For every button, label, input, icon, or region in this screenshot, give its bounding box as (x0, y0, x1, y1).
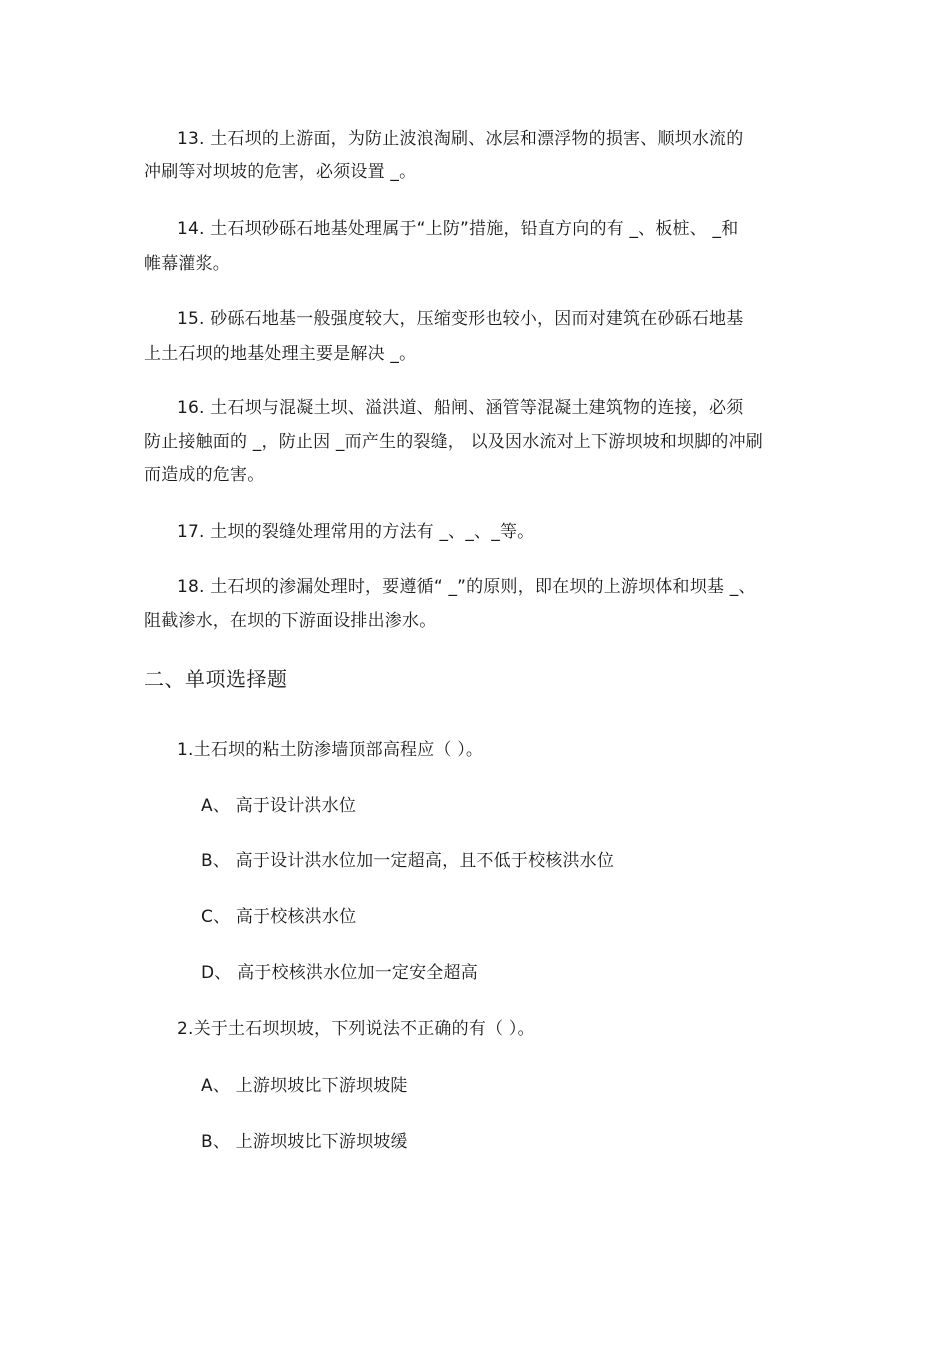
q15-line2: 上土石坝的地基处理主要是解决 _。 (144, 344, 417, 364)
q15-line1: 15. 砂砾石地基一般强度较大，压缩变形也较小，因而对建筑在砂砾石地基 (177, 309, 744, 329)
choice-q2-stem: 2.关于土石坝坝坡，下列说法不正确的有（ ）。 (177, 1019, 535, 1039)
choice-q1-option-b: B、 高于设计洪水位加一定超高，且不低于校核洪水位 (201, 851, 615, 871)
q16-line1: 16. 土石坝与混凝土坝、溢洪道、船闸、涵管等混凝土建筑物的连接，必须 (177, 398, 744, 418)
q13-line2: 冲刷等对坝坡的危害，必须设置 _。 (144, 162, 417, 182)
q16-line2: 防止接触面的 _，防止因 _而产生的裂缝， 以及因水流对上下游坝坡和坝脚的冲刷 (144, 432, 764, 452)
q16-line3: 而造成的危害。 (144, 465, 265, 485)
q13-line1: 13. 土石坝的上游面，为防止波浪淘刷、冰层和漂浮物的损害、顺坝水流的 (177, 129, 744, 149)
q17-line1: 17. 土坝的裂缝处理常用的方法有 _、_、_等。 (177, 522, 535, 542)
choice-q1-option-c: C、 高于校核洪水位 (201, 907, 357, 927)
q14-line1: 14. 土石坝砂砾石地基处理属于“上防”措施，铅直方向的有 _、板桩、 _和 (177, 219, 739, 239)
q18-line2: 阻截渗水，在坝的下游面设排出渗水。 (144, 611, 437, 631)
choice-q1-option-a: A、 高于设计洪水位 (201, 796, 357, 816)
section-heading: 二、单项选择题 (144, 667, 288, 691)
choice-q1-option-d: D、 高于校核洪水位加一定安全超高 (201, 963, 478, 983)
choice-q1-stem: 1.土石坝的粘土防渗墙顶部高程应（ ）。 (177, 740, 484, 760)
choice-q2-option-a: A、 上游坝坡比下游坝坡陡 (201, 1076, 408, 1096)
choice-q2-option-b: B、 上游坝坡比下游坝坡缓 (201, 1132, 408, 1152)
q18-line1: 18. 土石坝的渗漏处理时，要遵循“ _”的原则，即在坝的上游坝体和坝基 _、 (177, 577, 756, 597)
q14-line2: 帷幕灌浆。 (144, 254, 230, 274)
